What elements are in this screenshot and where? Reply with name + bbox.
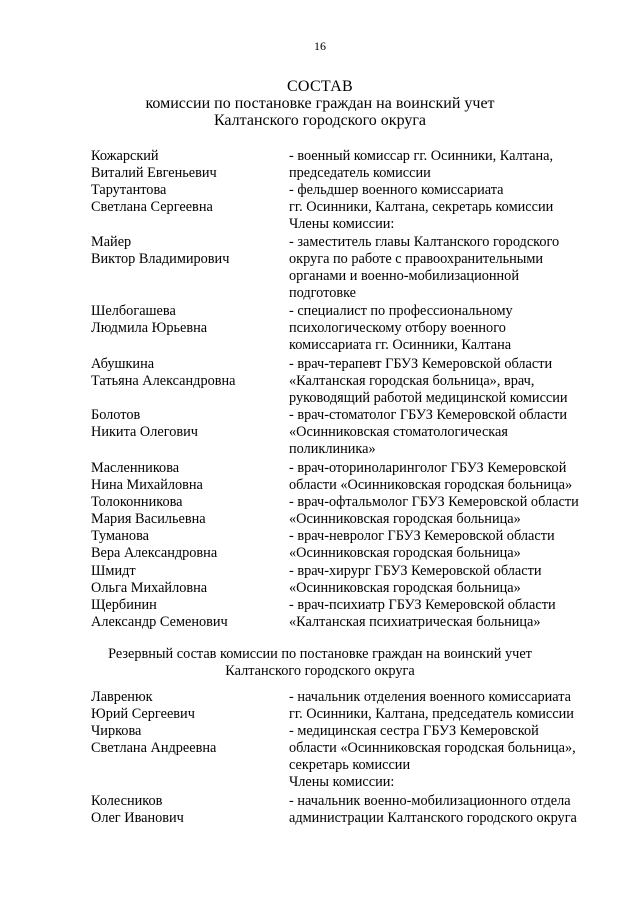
member-name: Щербинин (91, 597, 157, 613)
roster-row (91, 793, 611, 810)
roster-row (91, 182, 611, 199)
member-role: комиссариата гг. Осинники, Калтана (289, 337, 512, 353)
roster-row (91, 303, 611, 320)
member-role: - специалист по профессиональному (289, 303, 513, 319)
roster-row (91, 563, 611, 580)
member-name: Шелбогашева (91, 303, 176, 319)
member-name: Людмила Юрьевна (91, 320, 208, 336)
member-name: Вера Александровна (91, 545, 218, 561)
member-name: Болотов (91, 407, 141, 423)
roster-row (91, 148, 611, 165)
member-name: Ольга Михайловна (91, 580, 208, 596)
roster-row (91, 234, 611, 251)
member-name: Александр Семенович (91, 614, 228, 630)
member-name: Татьяна Александровна (91, 373, 236, 389)
member-role: секретарь комиссии (289, 757, 411, 773)
member-role: «Осинниковская городская больница» (289, 545, 521, 561)
member-role: «Калтанская психиатрическая больница» (289, 614, 541, 630)
member-role: председатель комиссии (289, 165, 431, 181)
document-title (0, 78, 640, 129)
member-role: - врач-офтальмолог ГБУЗ Кемеровской области (289, 494, 579, 510)
roster-row (91, 723, 611, 740)
member-name: Кожарский (91, 148, 159, 164)
roster-row (91, 757, 611, 774)
reserve-heading (0, 646, 640, 680)
member-role: области «Осинниковская городская больница» (289, 477, 573, 493)
member-role: - заместитель главы Калтанского городского (289, 234, 560, 250)
roster-row (91, 706, 611, 723)
member-role: - начальник отделения военного комиссариата (289, 689, 572, 705)
member-role: гг. Осинники, Калтана, председатель комиссии (289, 706, 574, 722)
roster-row (91, 441, 611, 458)
roster-row (91, 460, 611, 477)
member-role: - начальник военно-мобилизационного отдела (289, 793, 571, 809)
member-role: администрации Калтанского городского округа (289, 810, 577, 826)
reserve-heading-line-1: Резервный состав комиссии по постановке граждан на воинский учет (108, 646, 532, 662)
member-name: Колесников (91, 793, 163, 809)
member-role: - врач-оториноларинголог ГБУЗ Кемеровской (289, 460, 567, 476)
roster-row (91, 740, 611, 757)
roster-row (91, 580, 611, 597)
member-role: - медицинская сестра ГБУЗ Кемеровской (289, 723, 539, 739)
roster-row (91, 494, 611, 511)
member-name: Толоконникова (91, 494, 183, 510)
member-role: - врач-невролог ГБУЗ Кемеровской области (289, 528, 555, 544)
member-name: Масленникова (91, 460, 180, 476)
roster-row (91, 337, 611, 354)
member-role: гг. Осинники, Калтана, секретарь комиссии (289, 199, 554, 215)
member-role: «Осинниковская городская больница» (289, 511, 521, 527)
members-subheading: Члены комиссии: (289, 216, 395, 232)
member-name: Мария Васильевна (91, 511, 206, 527)
page-number: 16 (314, 39, 326, 53)
title-line-2: комиссии по постановке граждан на воинский учет (145, 95, 495, 112)
member-name: Виталий Евгеньевич (91, 165, 217, 181)
roster-row (91, 477, 611, 494)
member-role: - врач-стоматолог ГБУЗ Кемеровской области (289, 407, 567, 423)
roster-row (91, 810, 611, 827)
member-role: - врач-психиатр ГБУЗ Кемеровской области (289, 597, 556, 613)
member-role: поликлиника» (289, 441, 376, 457)
member-role: - фельдшер военного комиссариата (289, 182, 504, 198)
member-role: «Осинниковская городская больница» (289, 580, 521, 596)
member-name: Светлана Андреевна (91, 740, 217, 756)
member-role: - врач-хирург ГБУЗ Кемеровской области (289, 563, 542, 579)
member-name: Никита Олегович (91, 424, 198, 440)
member-role: руководящий работой медицинской комиссии (289, 390, 568, 406)
roster-row (91, 597, 611, 614)
member-name: Абушкина (91, 356, 155, 372)
member-role: - врач-терапевт ГБУЗ Кемеровской области (289, 356, 553, 372)
member-name: Чиркова (91, 723, 142, 739)
member-name: Шмидт (91, 563, 136, 579)
member-name: Нина Михайловна (91, 477, 203, 493)
roster-row (91, 216, 611, 233)
roster-row (91, 251, 611, 268)
reserve-heading-line-2: Калтанского городского округа (225, 663, 415, 679)
member-name: Юрий Сергеевич (91, 706, 195, 722)
member-name: Олег Иванович (91, 810, 184, 826)
member-name: Майер (91, 234, 132, 250)
roster-row (91, 407, 611, 424)
member-role: «Осинниковская стоматологическая (289, 424, 508, 440)
member-role: области «Осинниковская городская больница», (289, 740, 576, 756)
roster-row (91, 689, 611, 706)
roster-row (91, 268, 611, 285)
member-role: - военный комиссар гг. Осинники, Калтана, (289, 148, 554, 164)
roster-row (91, 774, 611, 791)
member-name: Виктор Владимирович (91, 251, 230, 267)
roster-row (91, 285, 611, 302)
roster-row (91, 390, 611, 407)
roster-row (91, 614, 611, 631)
title-line-1: СОСТАВ (286, 78, 354, 95)
member-name: Светлана Сергеевна (91, 199, 213, 215)
roster-row (91, 545, 611, 562)
member-role: психологическому отбору военного (289, 320, 506, 336)
member-role: подготовке (289, 285, 357, 301)
member-name: Тарутантова (91, 182, 167, 198)
roster-row (91, 373, 611, 390)
roster-row (91, 424, 611, 441)
member-role: «Калтанская городская больница», врач, (289, 373, 535, 389)
member-role: округа по работе с правоохранительными (289, 251, 544, 267)
member-name: Туманова (91, 528, 149, 544)
roster-row (91, 165, 611, 182)
roster-row (91, 356, 611, 373)
member-name: Лавренюк (91, 689, 153, 705)
member-role: органами и военно-мобилизационной (289, 268, 519, 284)
members-subheading: Члены комиссии: (289, 774, 395, 790)
roster-row (91, 511, 611, 528)
title-line-3: Калтанского городского округа (213, 112, 427, 129)
roster-row (91, 199, 611, 216)
roster-row (91, 528, 611, 545)
roster-row (91, 320, 611, 337)
